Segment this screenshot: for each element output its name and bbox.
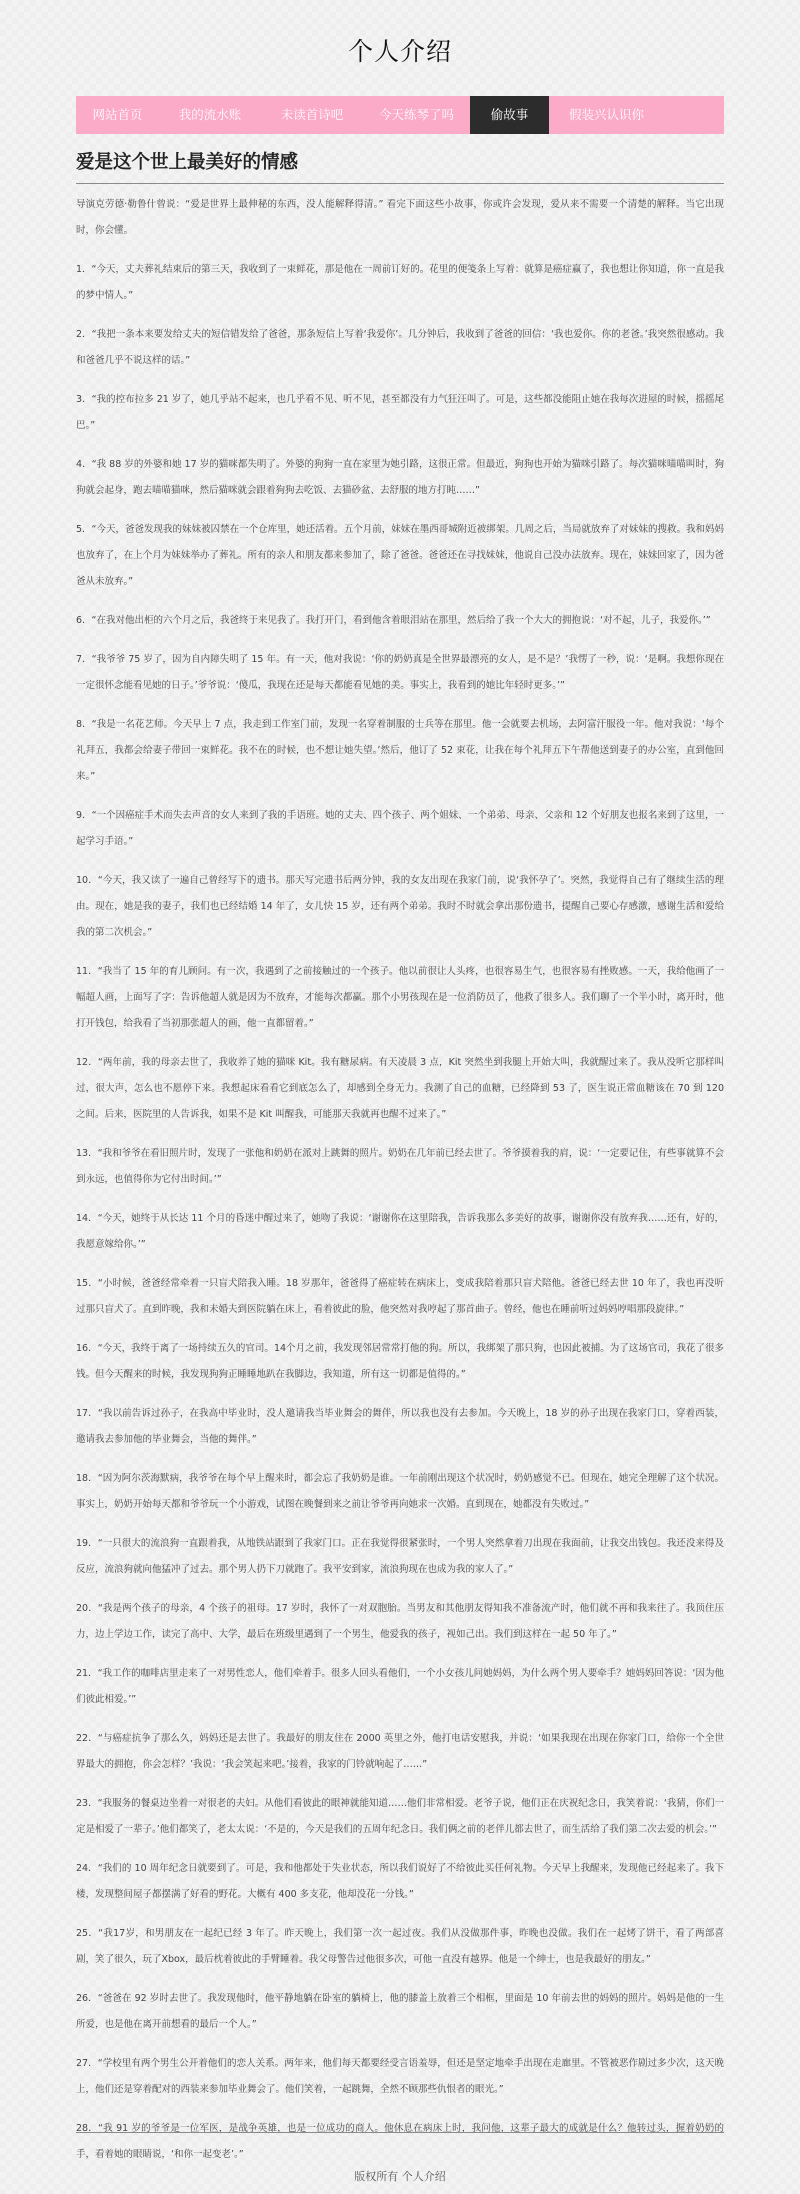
story-item: 14．“今天，她终于从长达 11 个月的昏迷中醒过来了，她吻了我说：‘谢谢你在这里陪我，告诉我那么多美好的故事，谢谢你没有放弃我……还有，好的，我愿意嫁给你。’” <box>76 1213 724 1250</box>
story-item: 4．“我 88 岁的外婆和她 17 岁的猫咪都失明了。外婆的狗狗一直在家里为她引路，这很正常。但最近，狗狗也开始为猫咪引路了。每次猫咪喵喵叫时，狗狗就会起身，跑去喵喵猫咪，然后猫咪就会跟着狗狗去吃饭、去猫砂盆、去舒服的地方打盹……” <box>76 459 724 496</box>
story-item: 6．“在我对他出柜的六个月之后，我爸终于来见我了。我打开门，看到他含着眼泪站在那里，然后给了我一个大大的拥抱说：‘对不起，儿子，我爱你。’” <box>76 615 711 626</box>
story-item: 26．“爸爸在 92 岁时去世了。我发现他时，他平静地躺在卧室的躺椅上，他的膝盖上放着三个相框，里面是 10 年前去世的妈妈的照片。妈妈是他的一生所爱，也是他在离开前想看的最后一个人。” <box>76 1993 724 2030</box>
article-intro: 导演克劳德·勒鲁什曾说：“爱是世界上最伸秘的东西，没人能解释得清。” 看完下面这些小故事，你或许会发现，爱从来不需要一个清楚的解释。当它出现时，你会懂。 <box>76 199 724 236</box>
story-list <box>76 257 724 2168</box>
nav-item-6[interactable]: 假装兴认识你 <box>568 107 644 122</box>
story-item: 21．“我工作的咖啡店里走来了一对男性恋人，他们牵着手。很多人回头看他们，一个小女孩儿问她妈妈，为什么两个男人要牵手？她妈妈回答说：‘因为他们彼此相爱。’” <box>76 1668 724 1705</box>
story-item: 27．“学校里有两个男生公开着他们的恋人关系。两年来，他们每天都要经受言语羞辱，但还是坚定地牵手出现在走廊里。不管被恶作剧过多少次，这天晚上，他们还是穿着配对的西装来参加毕业舞会了。他们笑着，一起跳舞，全然不顾那些仇恨者的眼光。” <box>76 2058 724 2095</box>
story-item: 9．“一个因癌症手术而失去声音的女人来到了我的手语班。她的丈夫、四个孩子、两个姐妹、一个弟弟、母亲、父亲和 12 个好朋友也报名来到了这里，一起学习手语。” <box>76 810 724 847</box>
site-title: 个人介绍 <box>347 37 452 66</box>
story-item: 23．“我服务的餐桌边坐着一对很老的夫妇。从他们看彼此的眼神就能知道……他们非常相爱。老爷子说，他们正在庆祝纪念日，我笑着说：‘我猜，你们一定是相爱了一辈子。’他们都笑了，老太太说：‘不是的，今天是我们的五周年纪念日。我们俩之前的老伴儿都去世了，而生活给了我们第二次去爱的机会。’” <box>76 1798 724 1835</box>
story-item: 7．“我爷爷 75 岁了，因为自内障失明了 15 年。有一天，他对我说：‘你的奶奶真是全世界最漂亮的女人，是不是？’我愣了一秒，说：‘是啊。我想你现在一定很怀念能看见她的日子。’爷爷说：‘傻瓜，我现在还是每天都能看见她的美。事实上，我看到的她比年轻时更多。’” <box>76 654 724 691</box>
story-item: 1．“今天，丈夫葬礼结束后的第三天，我收到了一束鲜花，那是他在一周前订好的。花里的便笺条上写着：就算是癌症赢了，我也想让你知道，你一直是我的梦中情人。” <box>76 264 724 301</box>
story-item: 19．“一只很大的流浪狗一直跟着我，从地铁站跟到了我家门口。正在我觉得很紧张时，一个男人突然拿着刀出现在我面前，让我交出钱包。我还没来得及反应，流浪狗就向他猛冲了过去。那个男人扔下刀就跑了。我平安到家，流浪狗现在也成为我的家人了。” <box>76 1538 724 1575</box>
story-item: 28．“我 91 岁的爷爷是一位军医，是战争英雄，也是一位成功的商人。他休息在病床上时，我问他，这辈子最大的成就是什么？他转过头，握着奶奶的手，看着她的眼睛说，‘和你一起变老’。” <box>76 2123 724 2160</box>
copyright-footer: 版权所有 个人介绍 <box>354 2170 446 2183</box>
story-item: 3．“我的控布拉多 21 岁了，她几乎站不起来，也几乎看不见、听不见，甚至都没有力气狂汪叫了。可是，这些都没能阻止她在我每次进屋的时候，摇摇尾巴。” <box>76 394 724 431</box>
story-item: 22．“与癌症抗争了那么久，妈妈还是去世了。我最好的朋友住在 2000 英里之外，他打电话安慰我，并说：‘如果我现在出现在你家门口，给你一个全世界最大的拥抱，你会怎样？’我说：‘我会笑起来吧。’接着，我家的门铃就响起了……” <box>76 1733 724 1770</box>
article-title: 爱是这个世上最美好的情感 <box>76 148 724 184</box>
story-item: 20．“我是两个孩子的母亲，4 个孩子的祖母。17 岁时，我怀了一对双胞胎。当男友和其他朋友得知我不准备流产时，他们就不再和我来往了。我顶住压力，边上学边工作，读完了高中、大学，最后在班级里遇到了一个男生，他爱我的孩子，视如己出。我们到这样在一起 50 年了。” <box>76 1603 724 1640</box>
story-item: 25．“我17岁，和男朋友在一起纪已经 3 年了。昨天晚上，我们第一次一起过夜。我们从没做那件事，昨晚也没做。我们在一起烤了饼干，看了两部喜剧，笑了很久，玩了Xbox，最后枕着彼此的手臂睡着。我父母警告过他很多次，可他一直没有越界。他是一个绅士，也是我最好的朋友。” <box>76 1928 724 1965</box>
page-container <box>76 0 724 2183</box>
nav-item-3[interactable]: 未读首诗吧 <box>280 107 344 122</box>
site-header <box>76 0 724 96</box>
story-item: 18．“因为阿尔茨海默病，我爷爷在每个早上醒来时，都会忘了我奶奶是谁。一年前刚出现这个状况时，奶奶感觉不已。但现在，她完全理解了这个状况。事实上，奶奶开始每天都和爷爷玩一个小游戏，试图在晚餐到来之前让爷爷再向她求一次婚。直到现在，她都没有失败过。” <box>76 1473 724 1510</box>
story-item: 12．“两年前，我的母亲去世了，我收养了她的猫咪 Kit。我有糖尿病。有天凌晨 3 点，Kit 突然坐到我腿上开始大叫，我就醒过来了。我从没听它那样叫过，很大声，怎么也不愿停下来。我想起床看看它到底怎么了，却感到全身无力。我测了自己的血糖，已经降到 53 了，医生说正常血糖该在 70 到 120 之间。后来，医院里的人告诉我，如果不是 Kit 叫醒我，可能那天我就再也醒不过来了。” <box>76 1057 724 1120</box>
story-item: 2．“我把一条本来要发给丈夫的短信错发给了爸爸，那条短信上写着‘我爱你’。几分钟后，我收到了爸爸的回信：‘我也爱你。你的老爸。’我突然很感动。我和爸爸几乎不说这样的话。” <box>76 329 724 366</box>
story-item: 24．“我们的 10 周年纪念日就要到了。可是，我和他都处于失业状态，所以我们说好了不给彼此买任何礼物。今天早上我醒来，发现他已经起来了。我下楼，发现整间屋子都摆满了好看的野花。大概有 400 多支花，他却没花一分钱。” <box>76 1863 724 1900</box>
footer-divider <box>76 2132 724 2133</box>
nav-item-2[interactable]: 我的流水账 <box>178 107 242 122</box>
story-item: 16．“今天，我终于离了一场持续五久的官司。14个月之前，我发现邻居常常打他的狗。所以，我绑架了那只狗，也因此被捕。为了这场官司，我花了很多钱。但今天醒来的时候，我发现狗狗正睡睡地趴在我脚边，我知道，所有这一切都是值得的。” <box>76 1343 724 1380</box>
story-item: 10．“今天，我又读了一遍自己曾经写下的遗书。那天写完遗书后两分钟，我的女友出现在我家门前，说‘我怀孕了’。突然，我觉得自己有了继续生活的理由。现在，她是我的妻子，我们也已经结婚 14 年了，女儿快 15 岁，还有两个弟弟。我时不时就会拿出那份遗书，提醒自己要心存感激，感谢生活和爱给我的第二次机会。” <box>76 875 724 938</box>
nav-item-5[interactable]: 偷故事 <box>470 96 549 134</box>
story-item: 5．“今天，爸爸发现我的妹妹被囚禁在一个仓库里，她还活着。五个月前，妹妹在墨西哥城附近被绑架。几周之后，当局就放弃了对妹妹的搜救。我和妈妈也放弃了，在上个月为妹妹举办了葬礼。所有的亲人和朋友都来参加了，除了爸爸。爸爸还在寻找妹妹，他说自己没办法放弃。现在，妹妹回家了，因为爸爸从未放弃。” <box>76 524 724 587</box>
story-item: 8．“我是一名花艺师。今天早上 7 点，我走到工作室门前，发现一名穿着制服的士兵等在那里。他一会就要去机场，去阿富汗服役一年。他对我说：‘每个礼拜五，我都会给妻子带回一束鲜花。我不在的时候，也不想让她失望。’然后，他订了 52 束花，让我在每个礼拜五下午帮他送到妻子的办公室，直到他回来。” <box>76 719 724 782</box>
main-nav <box>76 96 724 134</box>
story-item: 13．“我和爷爷在看旧照片时，发现了一张他和奶奶在派对上跳舞的照片。奶奶在几年前已经去世了。爷爷摸着我的肩，说：‘一定要记住，有些事就算不会到永远，也值得你为它付出时间。’” <box>76 1148 724 1185</box>
story-item: 17．“我以前告诉过孙子，在我高中毕业时，没人邀请我当毕业舞会的舞伴，所以我也没有去参加。今天晚上，18 岁的孙子出现在我家门口，穿着西装，邀请我去参加他的毕业舞会，当他的舞伴。” <box>76 1408 724 1445</box>
story-item: 15．“小时候，爸爸经常牵着一只盲犬陪我入睡。18 岁那年，爸爸得了癌症转在病床上，变成我陪着那只盲犬陪他。爸爸已经去世 10 年了，我也再没听过那只盲犬了。直到昨晚，我和未婚夫到医院躺在床上，看着彼此的脸，他突然对我哼起了那首曲子。曾经，他也在睡前听过妈妈哼唱那段旋律。” <box>76 1278 724 1315</box>
nav-item-4[interactable]: 今天练琴了吗 <box>378 107 454 122</box>
story-item: 11．“我当了 15 年的育儿顾问。有一次，我遇到了之前接触过的一个孩子。他以前很让人头疼，也很容易生气，也很容易有挫败感。一天，我给他画了一幅超人画，上面写了字：告诉他超人就是因为不放弃，才能每次都赢。那个小男孩现在是一位消防员了，他救了很多人。我们聊了一个半小时，离开时，他打开钱包，给我看了当初那张超人的画，他一直都留着。” <box>76 966 724 1029</box>
nav-item-1[interactable]: 网站首页 <box>92 107 143 122</box>
article-body <box>76 192 724 2168</box>
